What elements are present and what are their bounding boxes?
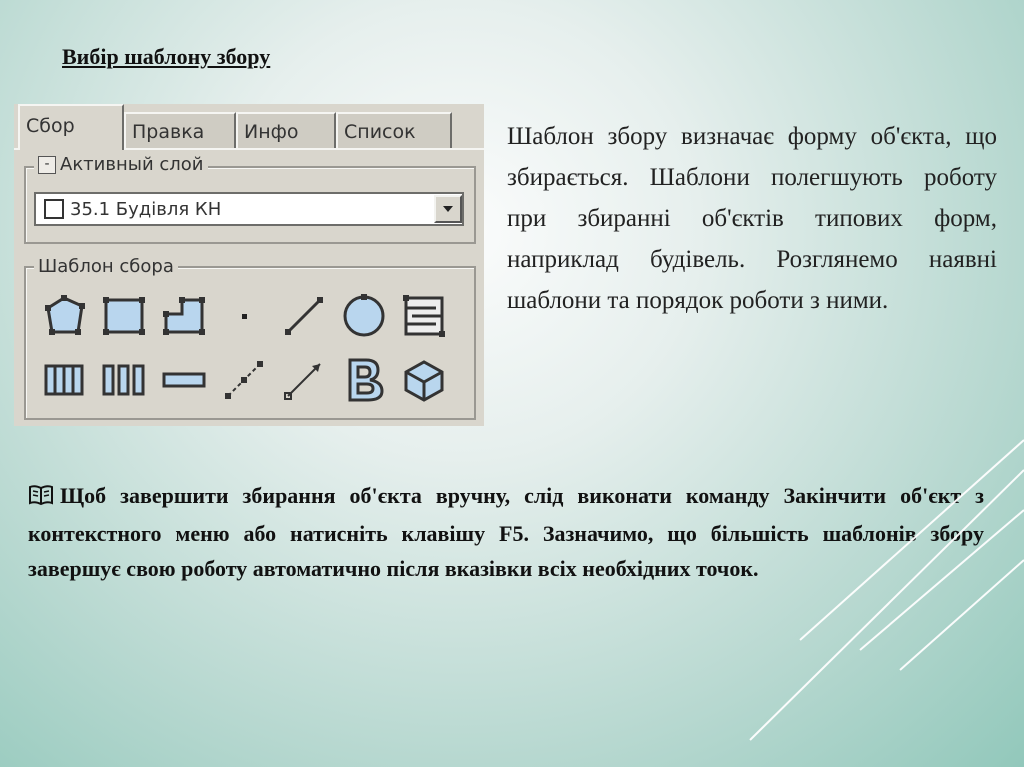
tab-sbor[interactable]: Сбор (18, 104, 124, 150)
note-text: Щоб завершити збирання об'єкта вручну, слід виконати команду Закінчити об'єкт з контекстного меню або натисніть клавішу F5. Зазначимо, що більшість шаблонів збору завершує свою роботу автоматично після вказівки всіх необхідних точок. (28, 483, 984, 581)
description-paragraph: Шаблон збору визначає форму об'єкта, що збирається. Шаблони полегшують роботу при збиранні об'єктів типових форм, наприклад будівель. Розглянемо наявні шаблони та порядок роботи з ними. (507, 123, 997, 314)
tab-info[interactable]: Инфо (236, 112, 336, 148)
tab-pravka[interactable]: Правка (124, 112, 236, 148)
page-title: Вибір шаблону збору (62, 44, 271, 69)
active-layer-label: Активный слой (60, 154, 204, 175)
layer-select-value: 35.1 Будівля КН (70, 198, 222, 220)
tab-spysok[interactable]: Список (336, 112, 452, 148)
collapse-button[interactable]: - (38, 156, 56, 174)
template-group-label: Шаблон сбора (34, 256, 178, 277)
